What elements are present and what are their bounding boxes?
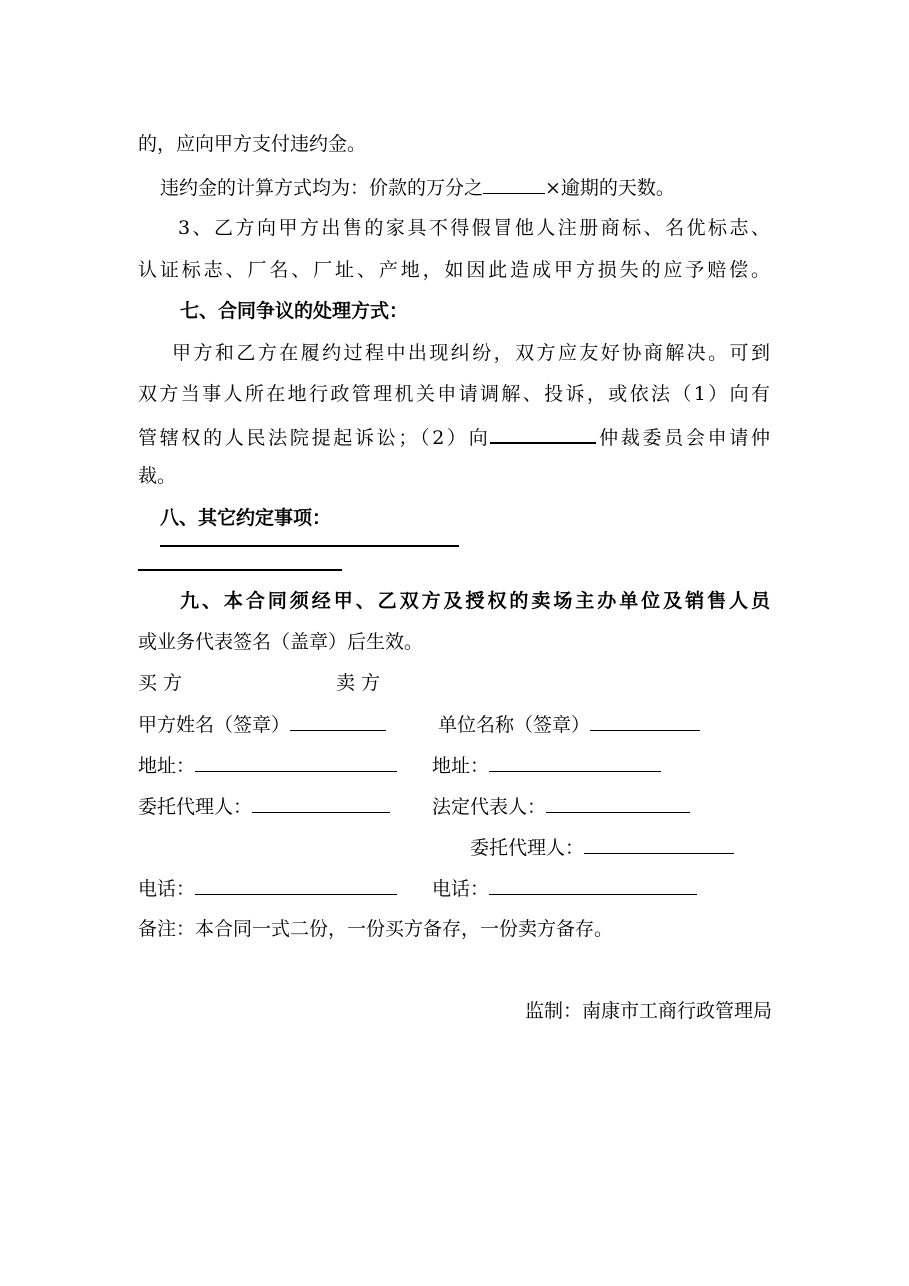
seller-legal-rep-row	[432, 794, 690, 819]
seller-unit-row	[438, 712, 700, 737]
buyer-phone-blank	[195, 876, 397, 895]
seller-agent-blank	[584, 835, 734, 854]
seller-phone-label: 电话：	[432, 878, 490, 900]
penalty-formula	[160, 175, 675, 200]
buyer-name-row	[138, 712, 386, 737]
seller-address-blank	[489, 753, 661, 772]
buyer-label: 买 方	[138, 672, 183, 694]
arbitration-committee-blank	[490, 424, 596, 444]
supervision-line: 监制：南康市工商行政管理局	[524, 1000, 772, 1022]
buyer-phone-row	[138, 876, 397, 901]
buyer-name-label: 甲方姓名（签章）	[138, 714, 291, 736]
paragraph-continuation: 的，应向甲方支付违约金。	[138, 133, 367, 155]
buyer-agent-row	[138, 794, 390, 819]
buyer-address-label: 地址：	[138, 755, 196, 777]
seller-legal-rep-blank	[546, 794, 690, 813]
contract-note: 备注：本合同一式二份，一份买方备存，一份卖方备存。	[138, 918, 614, 940]
section-9-line-2: 或业务代表签名（盖章）后生效。	[138, 631, 424, 653]
seller-agent-row	[470, 835, 734, 860]
buyer-address-blank	[195, 753, 397, 772]
section-8-heading: 八、其它约定事项：	[160, 507, 332, 529]
section-7-line-2: 双方当事人所在地行政管理机关申请调解、投诉，或依法（1）向有	[138, 383, 770, 405]
section-7-line-3-text: 管辖权的人民法院提起诉讼；（2）向	[138, 427, 491, 449]
buyer-name-blank	[290, 712, 386, 731]
section-7-line-3	[138, 424, 770, 450]
buyer-address-row	[138, 753, 397, 778]
seller-unit-blank	[590, 712, 700, 731]
seller-unit-label: 单位名称（签章）	[438, 714, 591, 736]
penalty-formula-text: 违约金的计算方式均为：价款的万分之	[160, 177, 484, 199]
seller-phone-blank	[489, 876, 697, 895]
buyer-agent-blank	[252, 794, 390, 813]
seller-address-row	[432, 753, 661, 778]
seller-agent-label: 委托代理人：	[470, 837, 585, 859]
seller-label: 卖 方	[336, 672, 381, 694]
buyer-agent-label: 委托代理人：	[138, 796, 253, 818]
seller-phone-row	[432, 876, 697, 901]
other-terms-blank-2	[138, 569, 342, 571]
clause-3-line-1: 3、乙方向甲方出售的家具不得假冒他人注册商标、名优标志、	[178, 217, 770, 239]
clause-3-line-2: 认证标志、厂名、厂址、产地，如因此造成甲方损失的应予赔偿。	[138, 259, 770, 281]
penalty-rate-blank	[483, 175, 545, 194]
section-7-line-3-suffix: 仲裁委员会申请仲	[596, 427, 770, 449]
section-7-line-1: 甲方和乙方在履约过程中出现纠纷，双方应友好协商解决。可到	[172, 342, 770, 364]
section-9-line-1: 九、本合同须经甲、乙双方及授权的卖场主办单位及销售人员	[180, 590, 770, 612]
buyer-phone-label: 电话：	[138, 878, 196, 900]
seller-address-label: 地址：	[432, 755, 490, 777]
other-terms-blank-1	[160, 545, 459, 547]
penalty-formula-suffix: ×逾期的天数。	[545, 177, 675, 199]
section-7-heading: 七、合同争议的处理方式：	[180, 300, 409, 322]
section-7-line-4: 裁。	[138, 465, 177, 487]
seller-legal-rep-label: 法定代表人：	[432, 796, 547, 818]
